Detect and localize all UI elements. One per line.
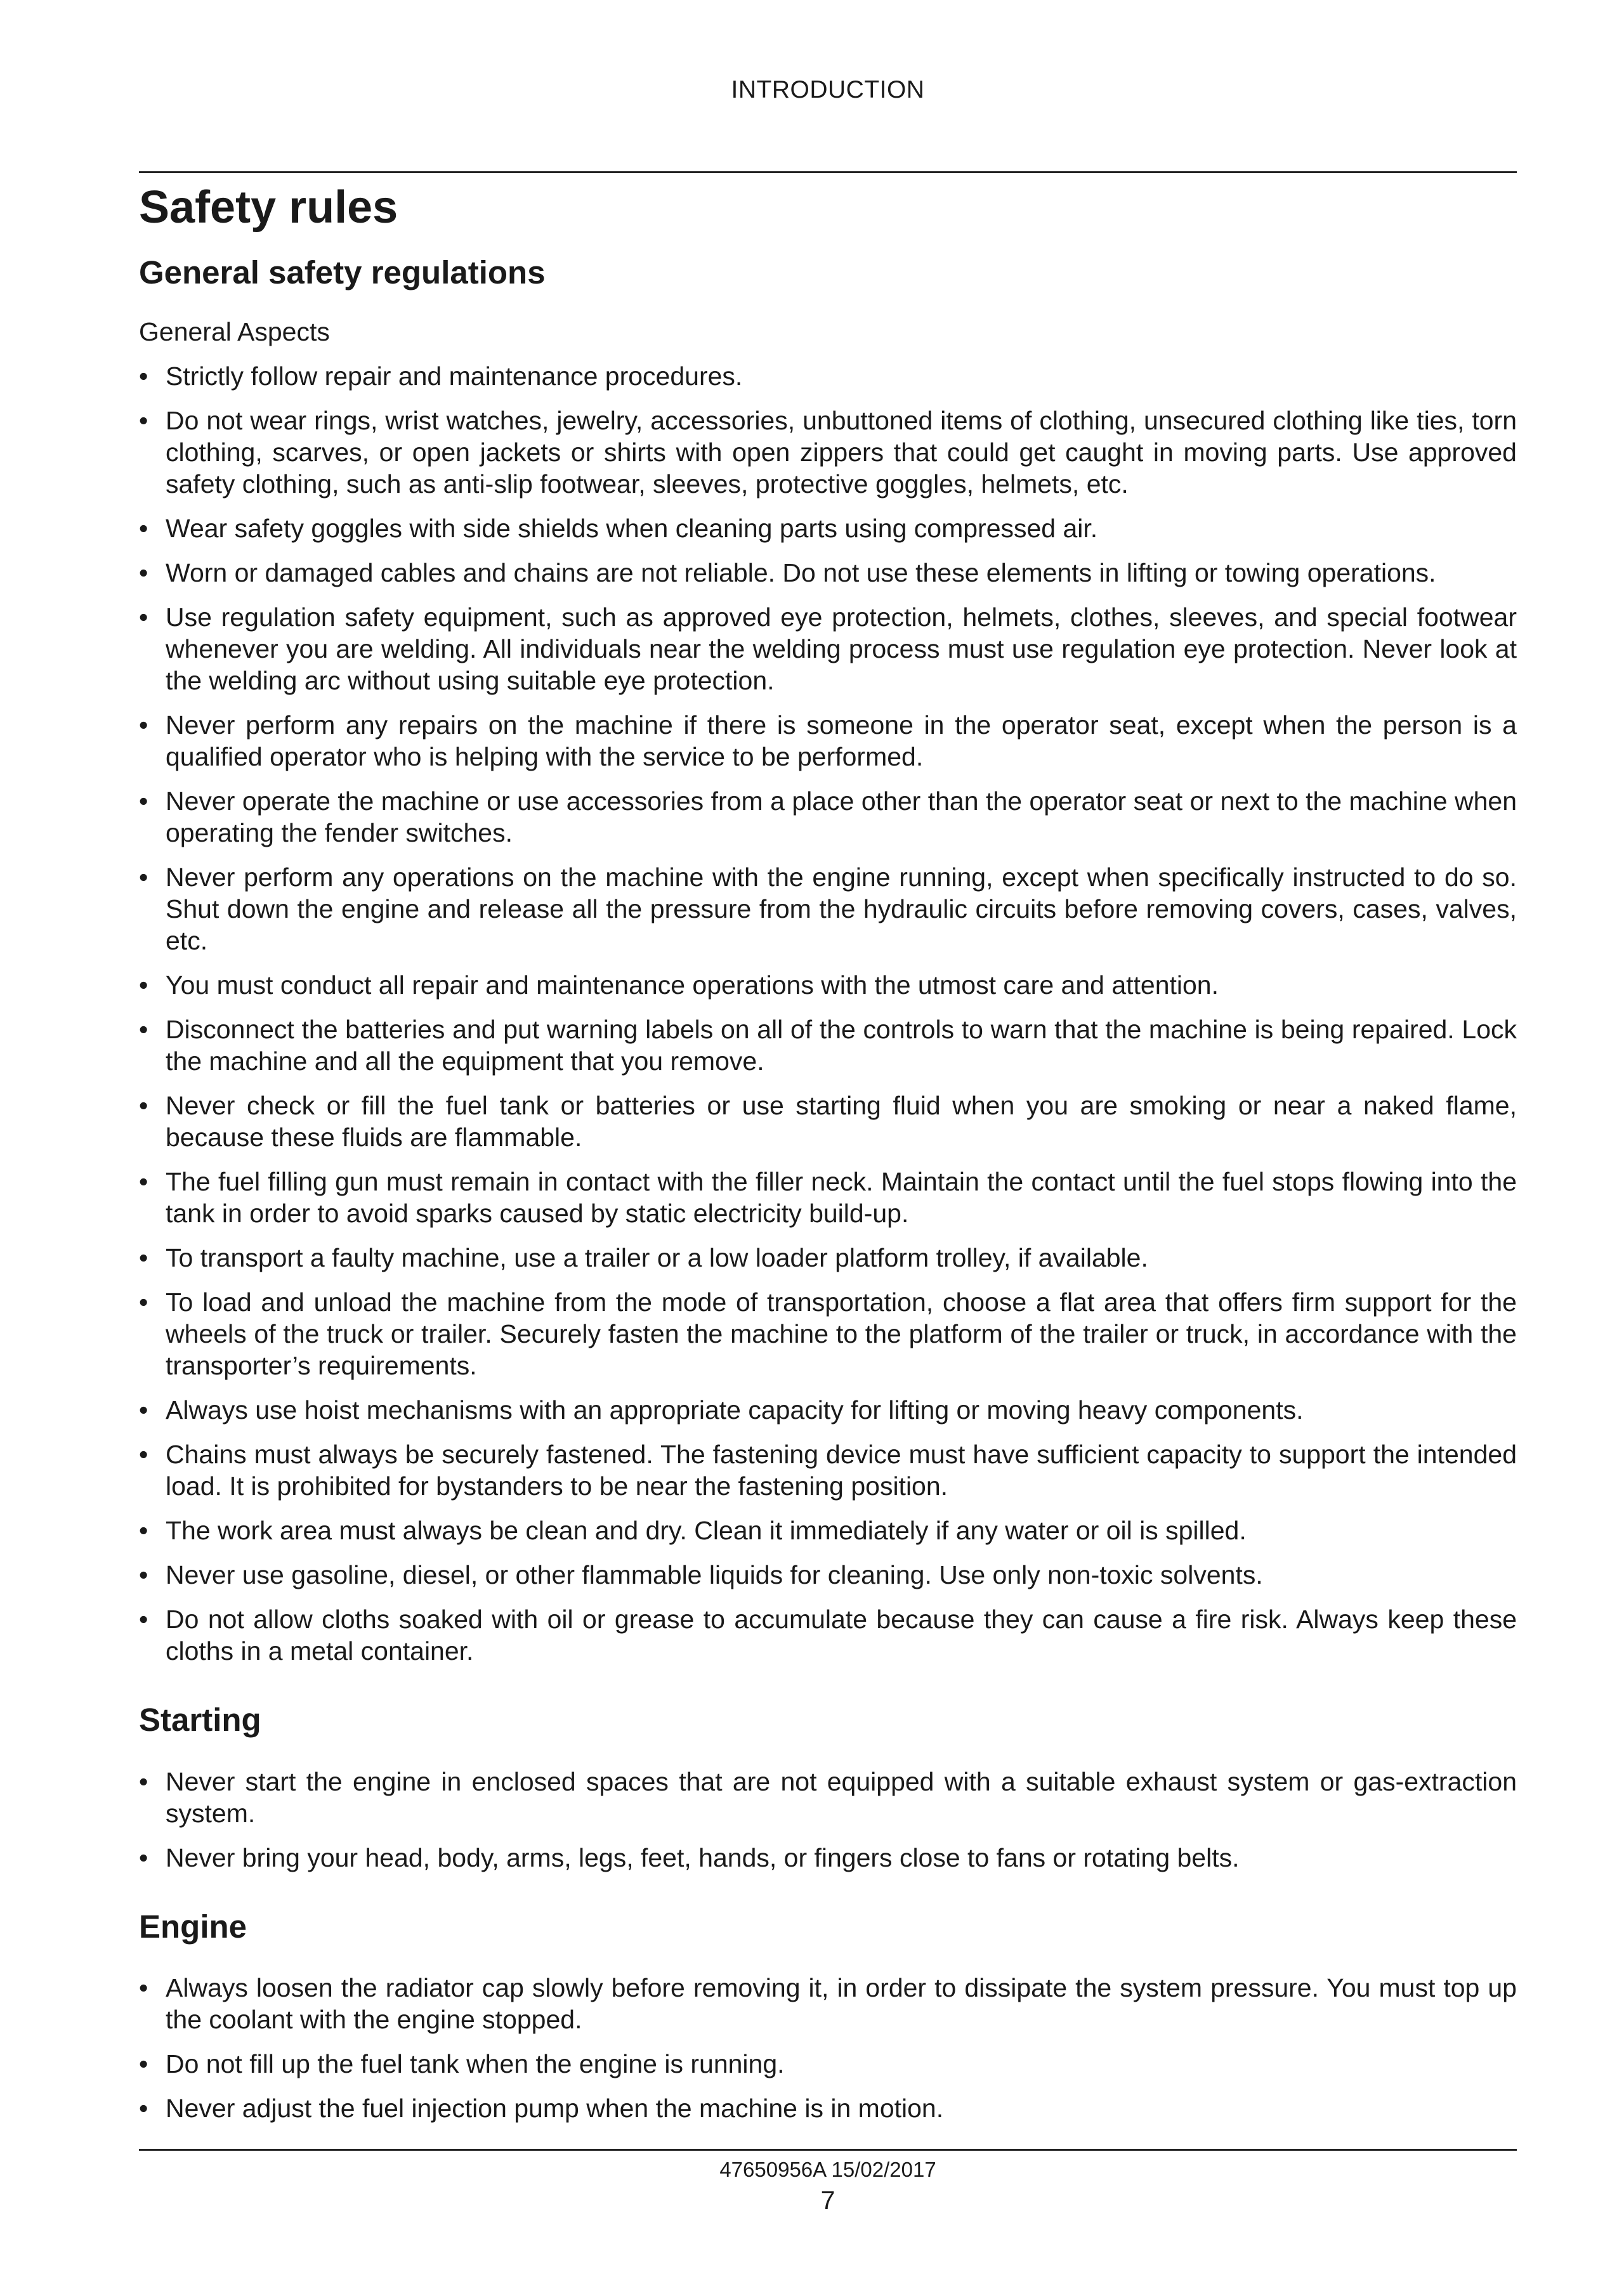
bullet-icon: • [139,1843,148,1872]
list-item-text: Never use gasoline, diesel, or other flammable liquids for cleaning. Use only non-toxic solvents. [166,1560,1263,1589]
section-heading-general: General safety regulations [139,254,546,290]
header-rule [139,171,1517,173]
list-item [139,1515,1517,1546]
document-code: 47650956A 15/02/2017 [719,2158,936,2181]
bullet-icon: • [139,862,148,892]
running-header: INTRODUCTION [731,76,925,103]
bullet-icon: • [139,1014,148,1044]
bullet-icon: • [139,1604,148,1634]
list-item [139,1014,1517,1077]
manual-page [139,0,1517,2296]
list-item-text: Disconnect the batteries and put warning labels on all of the controls to warn that the machine is being repaired. Lock the machine and all the equipment that you remove. [166,1014,1517,1076]
list-item-text: Never start the engine in enclosed spaces that are not equipped with a suitable exhaust system or gas-extraction system. [166,1766,1517,1828]
bullet-icon: • [139,361,148,391]
starting-safety-list [139,1766,1517,1874]
list-item [139,2092,1517,2124]
page-content [139,179,1517,2137]
list-item [139,1766,1517,1829]
list-item [139,512,1517,544]
list-item [139,405,1517,500]
list-item-text: To transport a faulty machine, use a trailer or a low loader platform trolley, if available. [166,1243,1148,1272]
bullet-icon: • [139,2094,148,2123]
bullet-icon: • [139,558,148,587]
list-item [139,360,1517,392]
list-item-text: Never perform any repairs on the machine if there is someone in the operator seat, except when the person is a qualified operator who is helping with the service to be performed. [166,710,1517,771]
bullet-icon: • [139,1395,148,1425]
bullet-icon: • [139,1766,148,1796]
list-item [139,1972,1517,2035]
list-item-text: The fuel filling gun must remain in contact with the filler neck. Maintain the contact until the fuel stops flowing into the tank in order to avoid sparks caused by static electricity build-up. [166,1166,1517,1228]
bullet-icon: • [139,1560,148,1589]
list-item [139,1286,1517,1381]
bullet-icon: • [139,1166,148,1196]
bullet-icon: • [139,1973,148,2003]
list-item [139,1090,1517,1153]
page-title: Safety rules [139,182,398,233]
list-item [139,557,1517,589]
footer-rule [139,2149,1517,2151]
page-number: 7 [820,2186,835,2215]
list-item [139,785,1517,849]
general-aspects-label: General Aspects [139,316,330,346]
bullet-icon: • [139,786,148,816]
list-item-text: Chains must always be securely fastened. The fastening device must have sufficient capacity to support the intended load. It is prohibited for bystanders to be near the fastening position. [166,1439,1517,1501]
bullet-icon: • [139,1287,148,1317]
list-item-text: The work area must always be clean and dry. Clean it immediately if any water or oil is spilled. [166,1515,1247,1545]
list-item-text: Use regulation safety equipment, such as approved eye protection, helmets, clothes, sleeves, and special footwear whenever you are welding. All individuals near the welding process must use regulation eye protection. Never look at the welding arc without using suitable eye protection. [166,602,1517,695]
bullet-icon: • [139,405,148,435]
bullet-icon: • [139,970,148,1000]
bullet-icon: • [139,513,148,543]
list-item [139,861,1517,956]
list-item [139,709,1517,773]
list-item [139,1438,1517,1502]
general-safety-list [139,360,1517,1667]
list-item [139,1166,1517,1229]
list-item-text: Never adjust the fuel injection pump when the machine is in motion. [166,2094,944,2123]
list-item-text: Strictly follow repair and maintenance procedures. [166,361,743,391]
list-item-text: Never operate the machine or use accessories from a place other than the operator seat or next to the machine when operating the fender switches. [166,786,1517,847]
list-item-text: Never perform any operations on the machine with the engine running, except when specifically instructed to do so. Shut down the engine and release all the pressure from the hydraulic circuits before removing covers, cases, valves, etc. [166,862,1517,955]
list-item-text: Never bring your head, body, arms, legs, feet, hands, or fingers close to fans or rotating belts. [166,1843,1240,1872]
list-item [139,969,1517,1001]
bullet-icon: • [139,710,148,740]
bullet-icon: • [139,602,148,632]
list-item-text: Worn or damaged cables and chains are not reliable. Do not use these elements in lifting or towing operations. [166,558,1436,587]
section-heading-starting: Starting [139,1701,261,1738]
list-item [139,1842,1517,1874]
bullet-icon: • [139,2049,148,2079]
bullet-icon: • [139,1090,148,1120]
list-item-text: Always loosen the radiator cap slowly before removing it, in order to dissipate the system pressure. You must top up the coolant with the engine stopped. [166,1973,1517,2035]
list-item-text: Never check or fill the fuel tank or batteries or use starting fluid when you are smoking or near a naked flame, because these fluids are flammable. [166,1090,1517,1152]
list-item [139,2048,1517,2080]
list-item-text: Do not allow cloths soaked with oil or grease to accumulate because they can cause a fire risk. Always keep these cloths in a metal container. [166,1604,1517,1666]
engine-safety-list [139,1972,1517,2124]
bullet-icon: • [139,1439,148,1469]
section-heading-engine: Engine [139,1908,247,1945]
list-item [139,1603,1517,1667]
list-item [139,1242,1517,1274]
list-item-text: Always use hoist mechanisms with an appropriate capacity for lifting or moving heavy components. [166,1395,1304,1425]
bullet-icon: • [139,1243,148,1272]
list-item-text: To load and unload the machine from the mode of transportation, choose a flat area that offers firm support for the wheels of the truck or trailer. Securely fasten the machine to the platform of the trailer or truck, in accordance with the transporter’s requirements. [166,1287,1517,1380]
list-item-text: Wear safety goggles with side shields when cleaning parts using compressed air. [166,513,1098,543]
list-item-text: Do not wear rings, wrist watches, jewelry, accessories, unbuttoned items of clothing, unsecured clothing like ties, torn clothing, scarves, or open jackets or shirts with open zippers that could get caught in moving parts. Use approved safety clothing, such as anti-slip footwear, sleeves, protective goggles, helmets, etc. [166,405,1517,499]
list-item-text: You must conduct all repair and maintenance operations with the utmost care and attention. [166,970,1219,1000]
list-item-text: Do not fill up the fuel tank when the engine is running. [166,2049,785,2079]
bullet-icon: • [139,1515,148,1545]
list-item [139,1394,1517,1426]
list-item [139,1559,1517,1591]
list-item [139,601,1517,696]
